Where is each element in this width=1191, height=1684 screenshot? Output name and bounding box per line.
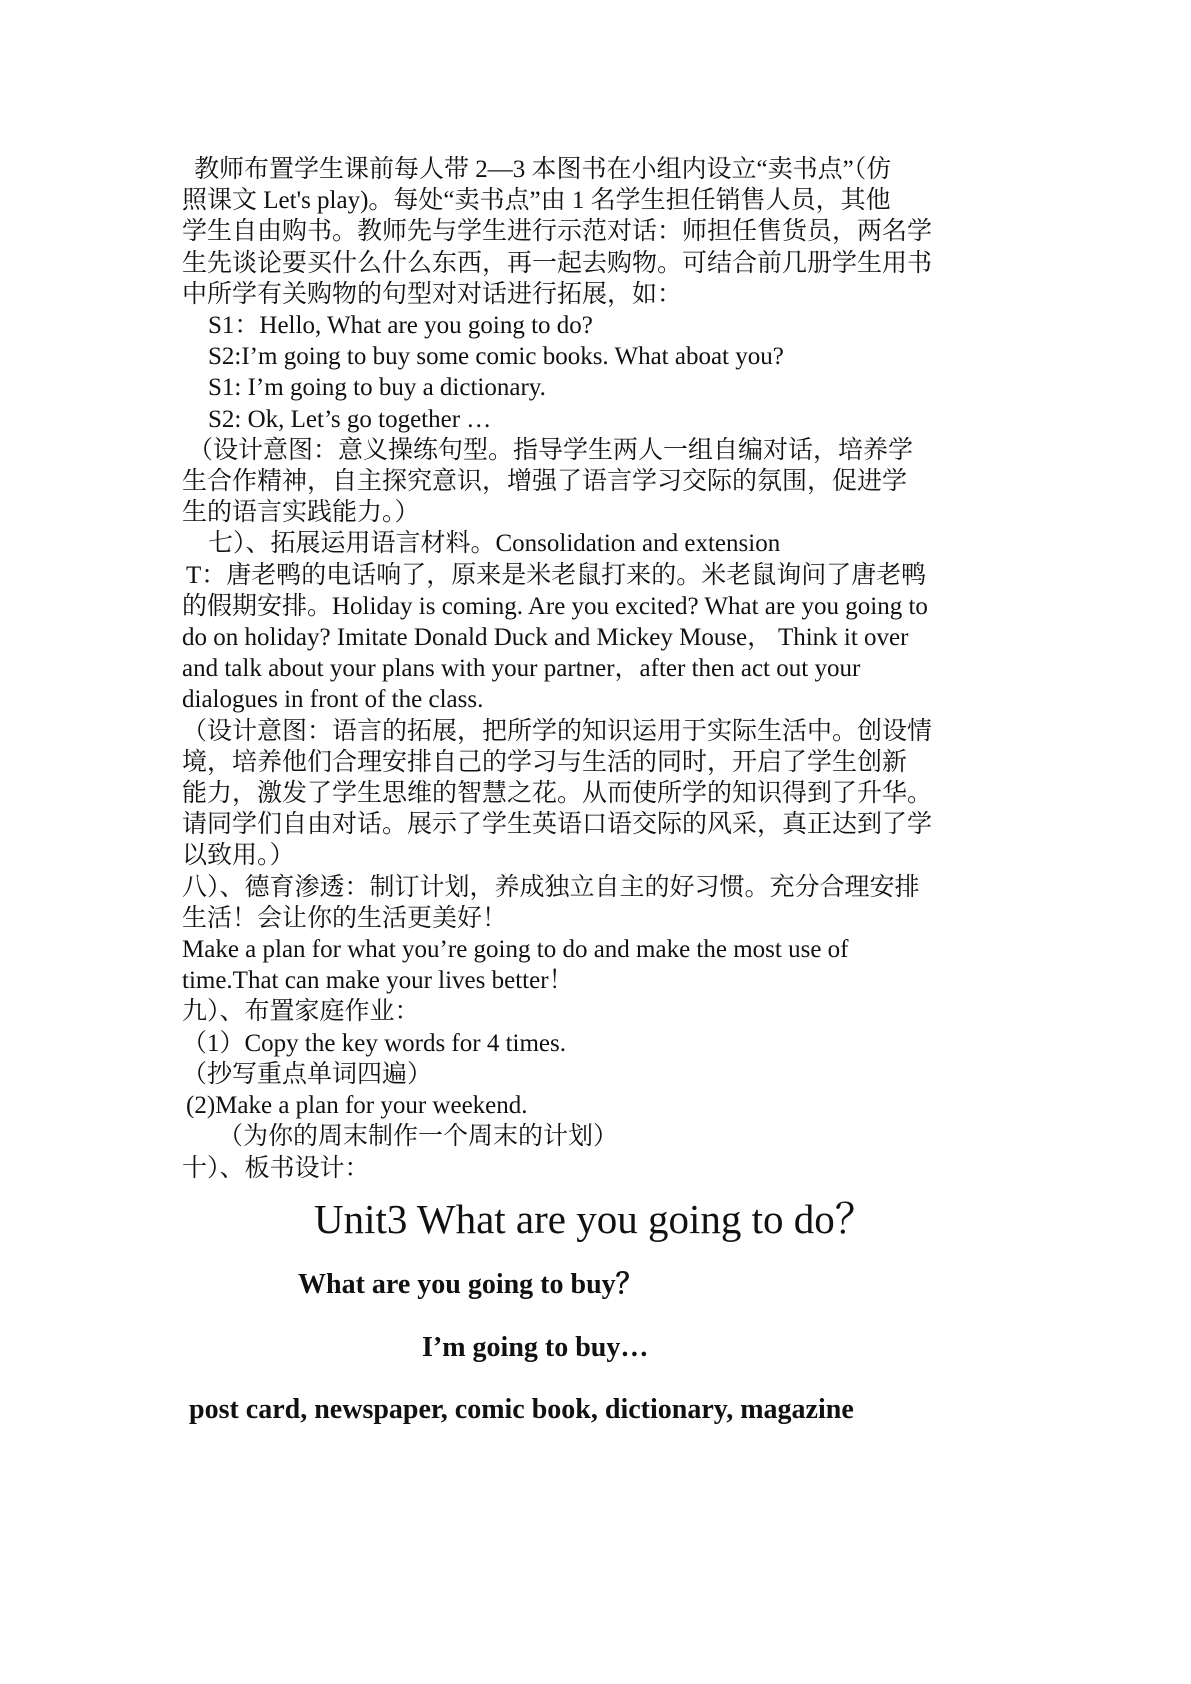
section-heading: 八）、德育渗透：制订计划，养成独立自主的好习惯。充分合理安排 (182, 873, 920, 901)
paragraph-line: 教师布置学生课前每人带 2—3 本图书在小组内设立“卖书点”（仿 (194, 156, 892, 183)
paragraph-line: 学生自由购书。教师先与学生进行示范对话：师担任售货员，两名学 (182, 218, 933, 246)
dialogue-line: S2:I’m going to buy some comic books. What aboat you? (208, 343, 784, 371)
design-intent-line: （设计意图：语言的拓展，把所学的知识运用于实际生活中。创设情 (182, 717, 933, 745)
design-intent-line: 以致用。） (182, 842, 295, 870)
dialogue-line: S2: Ok, Let’s go together … (208, 405, 492, 433)
dialogue-line: S1: I’m going to buy a dictionary. (208, 374, 546, 402)
design-intent-line: 能力，激发了学生思维的智慧之花。从而使所学的知识得到了升华。 (182, 780, 933, 808)
design-intent-line: 生合作精神，自主探究意识，增强了语言学习交际的氛围，促进学 (182, 468, 908, 496)
homework-item: (2)Make a plan for your weekend. (186, 1092, 528, 1120)
design-intent-line: （设计意图：意义操练句型。指导学生两人一组自编对话，培养学 (188, 436, 914, 464)
design-intent-line: 境，培养他们合理安排自己的学习与生活的同时，开启了学生创新 (182, 748, 908, 776)
paragraph-line: 生先谈论要买什么什么东西，再一起去购物。可结合前几册学生用书 (182, 249, 933, 277)
paragraph-line: and talk about your plans with your partner，after then act out your (182, 655, 861, 683)
design-intent-line: 请同学们自由对话。展示了学生英语口语交际的风采，真正达到了学 (182, 811, 933, 839)
paragraph-line: Make a plan for what you’re going to do and make the most use of (182, 936, 849, 964)
paragraph-line: 中所学有关购物的句型对对话进行拓展，如： (182, 280, 683, 308)
paragraph-line: 的假期安排。Holiday is coming. Are you excited? What are you going to (182, 592, 928, 620)
board-vocabulary: post card, newspaper, comic book, dictionary, magazine (189, 1394, 854, 1425)
dialogue-line: S1：Hello, What are you going to do? (208, 312, 593, 340)
homework-item: （1）Copy the key words for 4 times. (182, 1029, 566, 1057)
paragraph-line: do on holiday? Imitate Donald Duck and Mickey Mouse， Think it over (182, 624, 909, 652)
paragraph-line: dialogues in front of the class. (182, 686, 484, 714)
homework-item: （抄写重点单词四遍） (182, 1060, 433, 1088)
paragraph-line: T：唐老鸭的电话响了，原来是米老鼠打来的。米老鼠询问了唐老鸭 (186, 561, 927, 589)
lesson-plan-body (182, 154, 1022, 1184)
section-heading: 十）、板书设计： (182, 1154, 370, 1182)
board-title: Unit3 What are you going to do？ (314, 1196, 876, 1242)
section-heading: 七）、拓展运用语言材料。Consolidation and extension (208, 530, 781, 558)
paragraph-line: 生活！会让你的生活更美好！ (182, 904, 508, 932)
board-question: What are you going to buy？ (298, 1269, 644, 1300)
board-answer: I’m going to buy… (422, 1332, 649, 1363)
paragraph-line: time.That can make your lives better！ (182, 967, 574, 995)
paragraph-line: 照课文 Let's play)。每处“卖书点”由 1 名学生担任销售人员，其他 (182, 187, 891, 215)
design-intent-line: 生的语言实践能力。） (182, 499, 420, 527)
section-heading: 九）、布置家庭作业： (182, 998, 420, 1026)
homework-item: （为你的周末制作一个周末的计划） (218, 1123, 619, 1151)
